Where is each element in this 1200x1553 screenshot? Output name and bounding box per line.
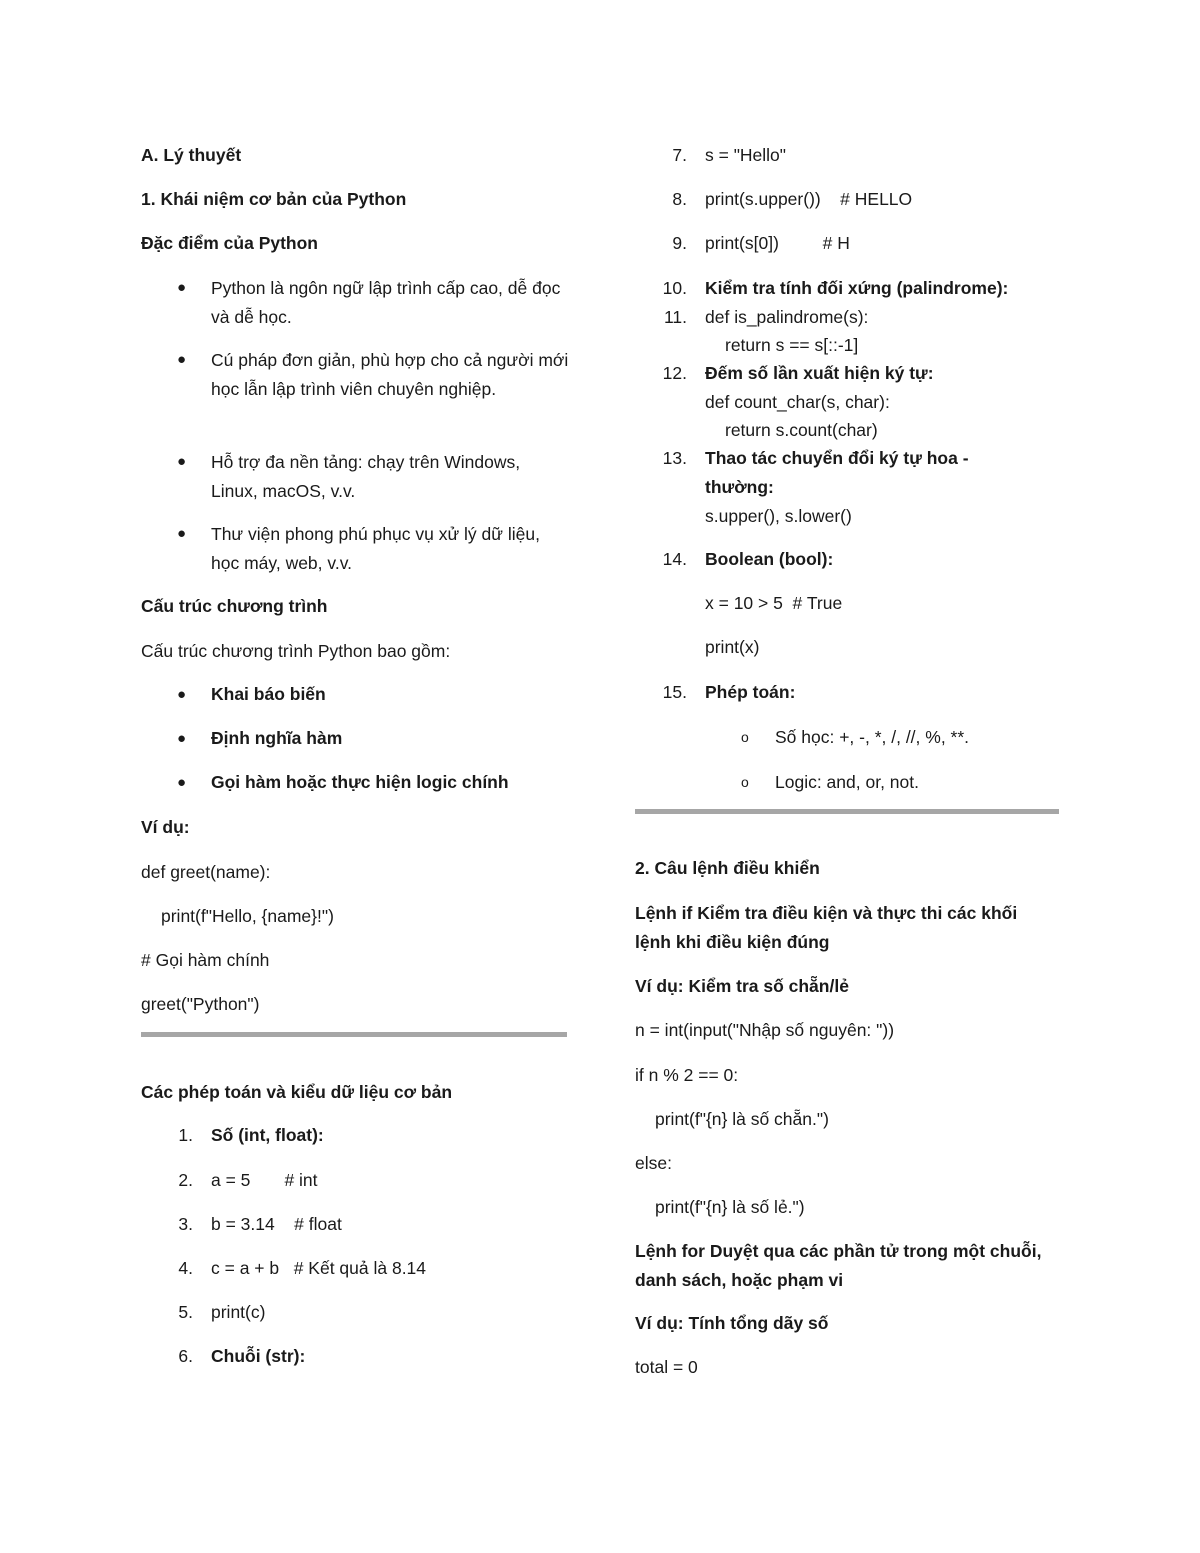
- item-text: Kiểm tra tính đối xứng (palindrome):: [705, 278, 1009, 298]
- feature-text: Hỗ trợ đa nền tảng: chạy trên Windows, Linux, macOS, v.v.: [211, 452, 521, 501]
- hollow-bullet-icon: o: [741, 774, 749, 790]
- code-line: def count_char(s, char):: [705, 392, 890, 412]
- hollow-bullet-icon: o: [741, 729, 749, 745]
- code-line: else:: [635, 1153, 672, 1173]
- item-text: Số (int, float):: [211, 1125, 324, 1145]
- horizontal-divider: [635, 809, 1059, 814]
- item-text: Thao tác chuyển đổi ký tự hoa - thường:: [705, 448, 969, 497]
- code-line: def greet(name):: [141, 862, 271, 882]
- item-number: 10.: [662, 278, 687, 298]
- code-line: n = int(input("Nhập số nguyên: ")): [635, 1020, 895, 1040]
- item-number: 3.: [178, 1214, 193, 1234]
- item-number: 13.: [662, 448, 687, 468]
- item-number: 9.: [672, 233, 687, 253]
- structure-item: Định nghĩa hàm: [211, 728, 343, 748]
- for-example-label: Ví dụ: Tính tổng dãy số: [635, 1313, 829, 1333]
- code-line: x = 10 > 5 # True: [705, 593, 843, 613]
- item-number: 8.: [672, 189, 687, 209]
- feature-text: Cú pháp đơn giản, phù hợp cho cả người mới học lẫn lập trình viên chuyên nghiệp.: [211, 350, 569, 399]
- item-number: 1.: [178, 1125, 193, 1145]
- item-text: a = 5 # int: [211, 1170, 318, 1190]
- item-text: b = 3.14 # float: [211, 1214, 342, 1234]
- code-line: greet("Python"): [141, 994, 260, 1014]
- structure-intro: Cấu trúc chương trình Python bao gồm:: [141, 641, 451, 661]
- ops-item: Logic: and, or, not.: [775, 772, 919, 792]
- item-text: Phép toán:: [705, 682, 796, 702]
- code-line: print(x): [705, 637, 760, 657]
- structure-item: Gọi hàm hoặc thực hiện logic chính: [211, 772, 509, 792]
- feature-text: Python là ngôn ngữ lập trình cấp cao, dễ đọc và dễ học.: [211, 278, 561, 327]
- item-text: print(s.upper()) # HELLO: [705, 189, 913, 209]
- features-heading: Đặc điểm của Python: [141, 233, 318, 253]
- item-text: print(s[0]) # H: [705, 233, 850, 253]
- item-text: print(c): [211, 1302, 266, 1322]
- code-line: if n % 2 == 0:: [635, 1065, 739, 1085]
- ops-heading: Các phép toán và kiểu dữ liệu cơ bản: [141, 1082, 453, 1102]
- item-number: 12.: [662, 363, 687, 383]
- item-number: 11.: [663, 307, 687, 327]
- section-2-title: 2. Câu lệnh điều khiển: [635, 858, 820, 878]
- item-number: 4.: [178, 1258, 193, 1278]
- structure-item: Khai báo biến: [211, 684, 326, 704]
- bullet-icon: ●: [177, 730, 187, 747]
- item-number: 6.: [178, 1346, 193, 1366]
- item-number: 7.: [672, 145, 687, 165]
- section-a-title: A. Lý thuyết: [141, 145, 242, 165]
- item-text: Chuỗi (str):: [211, 1346, 306, 1366]
- bullet-icon: ●: [177, 686, 187, 703]
- item-number: 5.: [178, 1302, 193, 1322]
- item-text: def is_palindrome(s):: [705, 307, 869, 327]
- code-line: print(f"{n} là số chẵn."): [655, 1109, 829, 1129]
- code-line: print(f"{n} là số lẻ."): [655, 1197, 805, 1217]
- bullet-icon: ●: [177, 525, 187, 542]
- bullet-icon: ●: [177, 453, 187, 470]
- structure-heading: Cấu trúc chương trình: [141, 596, 328, 616]
- code-line: return s == s[::-1]: [725, 335, 859, 355]
- item-text: Boolean (bool):: [705, 549, 834, 569]
- if-example-label: Ví dụ: Kiểm tra số chẵn/lẻ: [635, 976, 849, 996]
- feature-text: Thư viện phong phú phục vụ xử lý dữ liệu, học máy, web, v.v.: [211, 524, 540, 573]
- item-number: 14.: [662, 549, 687, 569]
- section-1-title: 1. Khái niệm cơ bản của Python: [141, 189, 407, 209]
- code-line: print(f"Hello, {name}!"): [161, 906, 334, 926]
- example-label: Ví dụ:: [141, 817, 190, 837]
- item-text: s = "Hello": [705, 145, 786, 165]
- item-text: c = a + b # Kết quả là 8.14: [211, 1258, 427, 1278]
- bullet-icon: ●: [177, 279, 187, 296]
- bullet-icon: ●: [177, 774, 187, 791]
- code-line: # Gọi hàm chính: [141, 950, 270, 970]
- code-line: total = 0: [635, 1357, 698, 1377]
- bullet-icon: ●: [177, 351, 187, 368]
- code-line: return s.count(char): [725, 420, 878, 440]
- item-text: Đếm số lần xuất hiện ký tự:: [705, 363, 934, 383]
- if-heading: Lệnh if Kiểm tra điều kiện và thực thi các khối lệnh khi điều kiện đúng: [635, 903, 1018, 952]
- ops-item: Số học: +, -, *, /, //, %, **.: [775, 727, 970, 747]
- item-number: 15.: [662, 682, 687, 702]
- item-number: 2.: [178, 1170, 193, 1190]
- code-line: s.upper(), s.lower(): [705, 506, 852, 526]
- horizontal-divider: [141, 1032, 567, 1037]
- for-heading: Lệnh for Duyệt qua các phần tử trong một chuỗi, danh sách, hoặc phạm vi: [635, 1241, 1042, 1290]
